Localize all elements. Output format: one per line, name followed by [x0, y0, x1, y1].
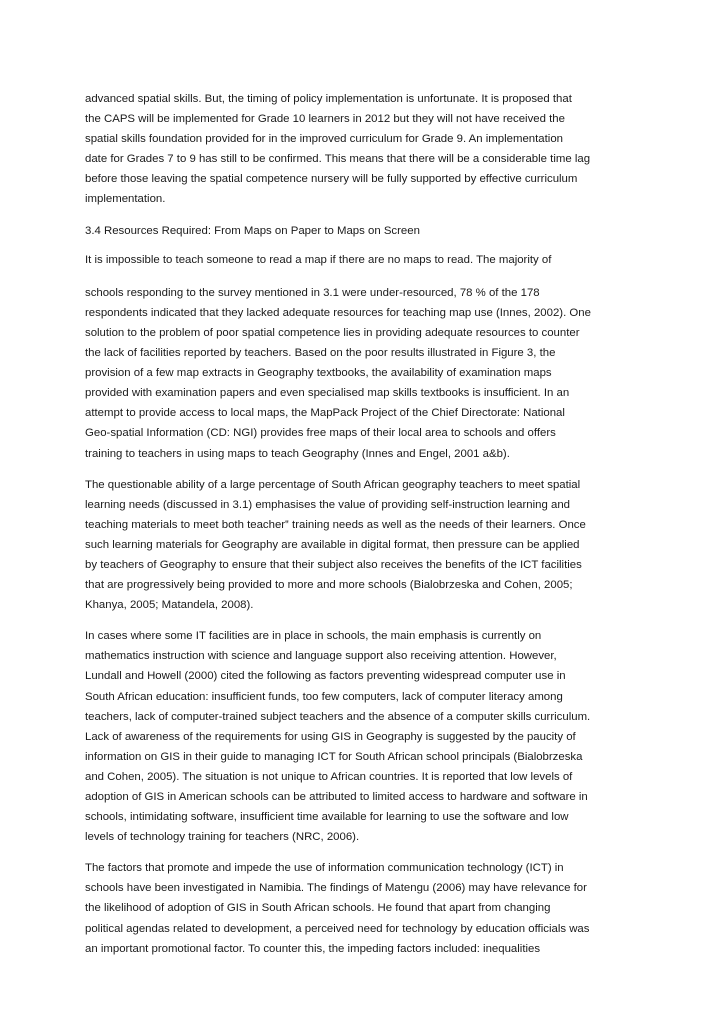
text-line: advanced spatial skills. But, the timing of policy implementation is unfortunate. It is proposed that: [85, 93, 572, 105]
paragraph-p2: [85, 250, 645, 270]
text-line: adoption of GIS in American schools can be attributed to limited access to hardware and software in: [85, 791, 588, 803]
text-line: Geo-spatial Information (CD: NGI) provides free maps of their local area to schools and offers: [85, 427, 556, 440]
text-line: provision of a few map extracts in Geography textbooks, the availability of examination maps: [85, 367, 552, 380]
text-line: schools responding to the survey mentioned in 3.1 were under-resourced, 78 % of the 178: [85, 286, 540, 299]
text-line: solution to the problem of poor spatial competence lies in providing adequate resources to counter: [85, 326, 580, 339]
paragraph-p3: [85, 283, 645, 464]
text-line: and Cohen, 2005). The situation is not unique to African countries. It is reported that low levels of: [85, 770, 573, 783]
heading-text: 3.4 Resources Required: From Maps on Paper to Maps on Screen: [85, 224, 420, 237]
text-line: Lack of awareness of the requirements for using GIS in Geography is suggested by the paucity of: [85, 730, 576, 743]
text-line: attempt to provide access to local maps, the MapPack Project of the Chief Directorate: National: [85, 407, 565, 420]
paragraph-p6: [85, 858, 645, 958]
text-line: schools, intimidating software, insufficient time available for learning to use the software and low: [85, 811, 569, 824]
text-line: political agendas related to development, a perceived need for technology by education officials was: [85, 922, 590, 935]
text-line: Khanya, 2005; Matandela, 2008).: [85, 599, 254, 612]
text-line: mathematics instruction with science and language support also receiving attention. However,: [85, 650, 557, 663]
text-line: spatial skills foundation provided for in the improved curriculum for Grade 9. An implementation: [85, 133, 564, 146]
text-line: teachers, lack of computer-trained subject teachers and the absence of a computer skills curriculum.: [85, 710, 591, 723]
paragraph-p5: [85, 626, 645, 847]
text-line: date for Grades 7 to 9 has still to be confirmed. This means that there will be a considerable time lag: [85, 153, 591, 166]
paragraph-p1: [85, 89, 645, 210]
text-line: the likelihood of adoption of GIS in South African schools. He found that apart from changing: [85, 902, 551, 915]
text-line: before those leaving the spatial competence nursery will be fully supported by effective curriculum: [85, 173, 578, 186]
text-line: information on GIS in their guide to managing ICT for South African school principals (Bialobrzeska: [85, 750, 583, 763]
text-line: The questionable ability of a large percentage of South African geography teachers to meet spatial: [85, 478, 581, 491]
text-line: It is impossible to teach someone to read a map if there are no maps to read. The majority of: [85, 253, 552, 266]
text-line: such learning materials for Geography are available in digital format, then pressure can be applied: [85, 538, 580, 551]
text-line: implementation.: [85, 193, 166, 206]
text-line: levels of technology training for teachers (NRC, 2006).: [85, 831, 360, 844]
paragraph-p4: [85, 475, 645, 616]
text-line: provided with examination papers and even specialised map skills textbooks is insufficient. In an: [85, 387, 570, 400]
text-line: schools have been investigated in Namibia. The findings of Matengu (2006) may have relevance for: [85, 882, 587, 895]
text-line: an important promotional factor. To counter this, the impeding factors included: inequalities: [85, 942, 541, 955]
text-line: the CAPS will be implemented for Grade 10 learners in 2012 but they will not have received the: [85, 113, 565, 126]
document-page: [85, 89, 645, 970]
text-line: South African education: insufficient funds, too few computers, lack of computer literacy among: [85, 690, 563, 703]
text-line: In cases where some IT facilities are in place in schools, the main emphasis is currently on: [85, 630, 542, 643]
text-line: learning needs (discussed in 3.1) emphasises the value of providing self-instruction learning and: [85, 498, 571, 511]
text-line: by teachers of Geography to ensure that their subject also receives the benefits of the ICT facilities: [85, 558, 582, 571]
section-heading: [85, 221, 645, 241]
text-line: the lack of facilities reported by teachers. Based on the poor results illustrated in Figure 3, the: [85, 347, 556, 360]
text-line: that are progressively being provided to more and more schools (Bialobrzeska and Cohen, 2005;: [85, 579, 573, 592]
text-line: The factors that promote and impede the use of information communication technology (ICT) in: [85, 862, 564, 875]
text-line: Lundall and Howell (2000) cited the following as factors preventing widespread computer use in: [85, 670, 566, 683]
text-line: teaching materials to meet both teacher‟ training needs as well as the needs of their learners. Once: [85, 518, 586, 531]
text-line: respondents indicated that they lacked adequate resources for teaching map use (Innes, 2002). One: [85, 306, 591, 319]
text-line: training to teachers in using maps to teach Geography (Innes and Engel, 2001 a&b).: [85, 447, 510, 460]
